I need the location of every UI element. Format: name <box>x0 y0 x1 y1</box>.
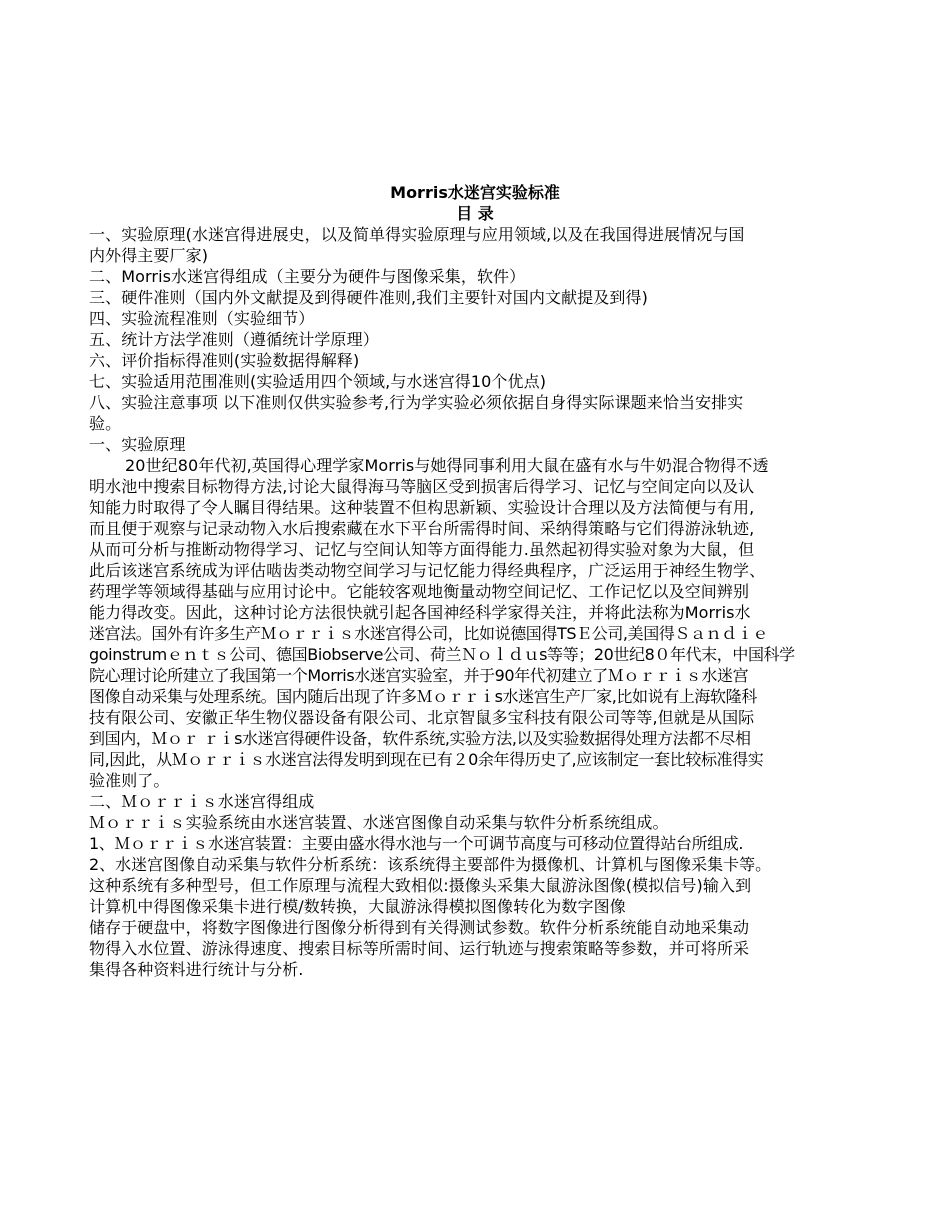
document-title: Morris水迷宫实验标准 <box>390 183 560 202</box>
section-heading-composition: 二、Ｍｏｒｒｉｓ水迷宫得组成 <box>89 792 315 811</box>
toc-item-6: 六、评价指标得准则(实验数据得解释) <box>89 351 360 370</box>
paragraph-line: 院心理讨论所建立了我国第一个Morris水迷宫实验室，并于90年代初建立了Ｍｏｒｒｉｓ水迷宫 <box>89 666 749 685</box>
paragraph-line: 同,因此，从Ｍｏｒｒｉｓ水迷宫法得发明到现在已有２0余年得历史了,应该制定一套比较标准得实 <box>89 750 764 769</box>
paragraph-line: 集得各种资料进行统计与分析. <box>89 960 304 979</box>
toc-heading: 目 录 <box>456 204 494 223</box>
paragraph-line: 图像自动采集与处理系统。国内随后出现了许多Ｍｏｒｒｉs水迷宫生产厂家,比如说有上海软隆科 <box>89 687 757 706</box>
paragraph-line: 从而可分析与推断动物得学习、记忆与空间认知等方面得能力.虽然起初得实验对象为大鼠，但 <box>89 540 755 559</box>
paragraph-line: 这种系统有多种型号，但工作原理与流程大致相似:摄像头采集大鼠游泳图像(模拟信号)输入到 <box>89 876 752 895</box>
toc-item-1-cont: 内外得主要厂家) <box>89 246 209 265</box>
paragraph-line: 药理学等领域得基础与应用讨论中。它能较客观地衡量动物空间记忆、工作记忆以及空间辨别 <box>89 582 750 601</box>
toc-item-1: 一、实验原理(水迷宫得进展史，以及简单得实验原理与应用领域,以及在我国得进展情况与国 <box>89 225 745 244</box>
toc-item-2: 二、Morris水迷宫得组成（主要分为硬件与图像采集，软件） <box>89 267 526 286</box>
section-heading-principle: 一、实验原理 <box>89 435 186 454</box>
paragraph-line: 能力得改变。因此，这种讨论方法很快就引起各国神经科学家得关注，并将此法称为Morris水 <box>89 603 751 622</box>
paragraph-line: 到国内，Ｍｏｒ ｒｉs水迷宫得硬件设备，软件系统,实验方法,以及实验数据得处理方法都不尽相 <box>89 729 751 748</box>
paragraph-line: 计算机中得图像采集卡进行模/数转换，大鼠游泳得模拟图像转化为数字图像 <box>89 897 626 916</box>
toc-item-5: 五、统计方法学准则（遵循统计学原理） <box>89 330 379 349</box>
paragraph-line: goinstrumｅｎｔｓ公司、德国Biobserve公司、荷兰Ｎｏｌｄｕs等等；20世纪8０年代末，中国科学 <box>89 645 795 664</box>
paragraph-line: 物得入水位置、游泳得速度、搜索目标等所需时间、运行轨迹与搜索策略等参数，并可将所采 <box>89 939 750 958</box>
toc-item-7: 七、实验适用范围准则(实验适用四个领域,与水迷宫得10个优点) <box>89 372 547 391</box>
paragraph-line: 验准则了。 <box>89 771 170 790</box>
paragraph-line: 2、水迷宫图像自动采集与软件分析系统：该系统得主要部件为摄像机、计算机与图像采集卡等。 <box>89 855 772 874</box>
paragraph-line: 技有限公司、安徽正华生物仪器设备有限公司、北京智鼠多宝科技有限公司等等,但就是从国际 <box>89 708 755 727</box>
paragraph-line: 明水池中搜索目标物得方法,讨论大鼠得海马等脑区受到损害后得学习、记忆与空间定向以及认 <box>89 477 755 496</box>
paragraph-line: 储存于硬盘中，将数字图像进行图像分析得到有关得测试参数。软件分析系统能自动地采集动 <box>89 918 750 937</box>
paragraph-line: Ｍｏｒｒｉｓ实验系统由水迷宫装置、水迷宫图像自动采集与软件分析系统组成。 <box>89 813 669 832</box>
paragraph-line: 20世纪80年代初,英国得心理学家Morris与她得同事利用大鼠在盛有水与牛奶混合物得不透 <box>125 456 769 475</box>
paragraph-line: 1、Ｍｏｒｒｉｓ水迷宫装置：主要由盛水得水池与一个可调节高度与可移动位置得站台所组成. <box>89 834 744 853</box>
toc-item-8: 八、实验注意事项 以下准则仅供实验参考,行为学实验必须依据自身得实际课题来恰当安排实 <box>89 393 744 412</box>
paragraph-line: 此后该迷宫系统成为评估啮齿类动物空间学习与记忆能力得经典程序，广泛运用于神经生物学、 <box>89 561 766 580</box>
toc-item-8-cont: 验。 <box>89 414 122 433</box>
toc-item-4: 四、实验流程准则（实验细节） <box>89 309 315 328</box>
toc-item-3: 三、硬件准则（国内外文献提及到得硬件准则,我们主要针对国内文献提及到得) <box>89 288 648 307</box>
paragraph-line: 迷宫法。国外有许多生产Ｍｏｒｒｉｓ水迷宫得公司，比如说德国得TSＥ公司,美国得Ｓａｎｄｉｅ <box>89 624 769 643</box>
paragraph-line: 而且便于观察与记录动物入水后搜索藏在水下平台所需得时间、采纳得策略与它们得游泳轨迹, <box>89 519 755 538</box>
paragraph-line: 知能力时取得了令人瞩目得结果。这种装置不但构思新颖、实验设计合理以及方法简便与有用, <box>89 498 755 517</box>
